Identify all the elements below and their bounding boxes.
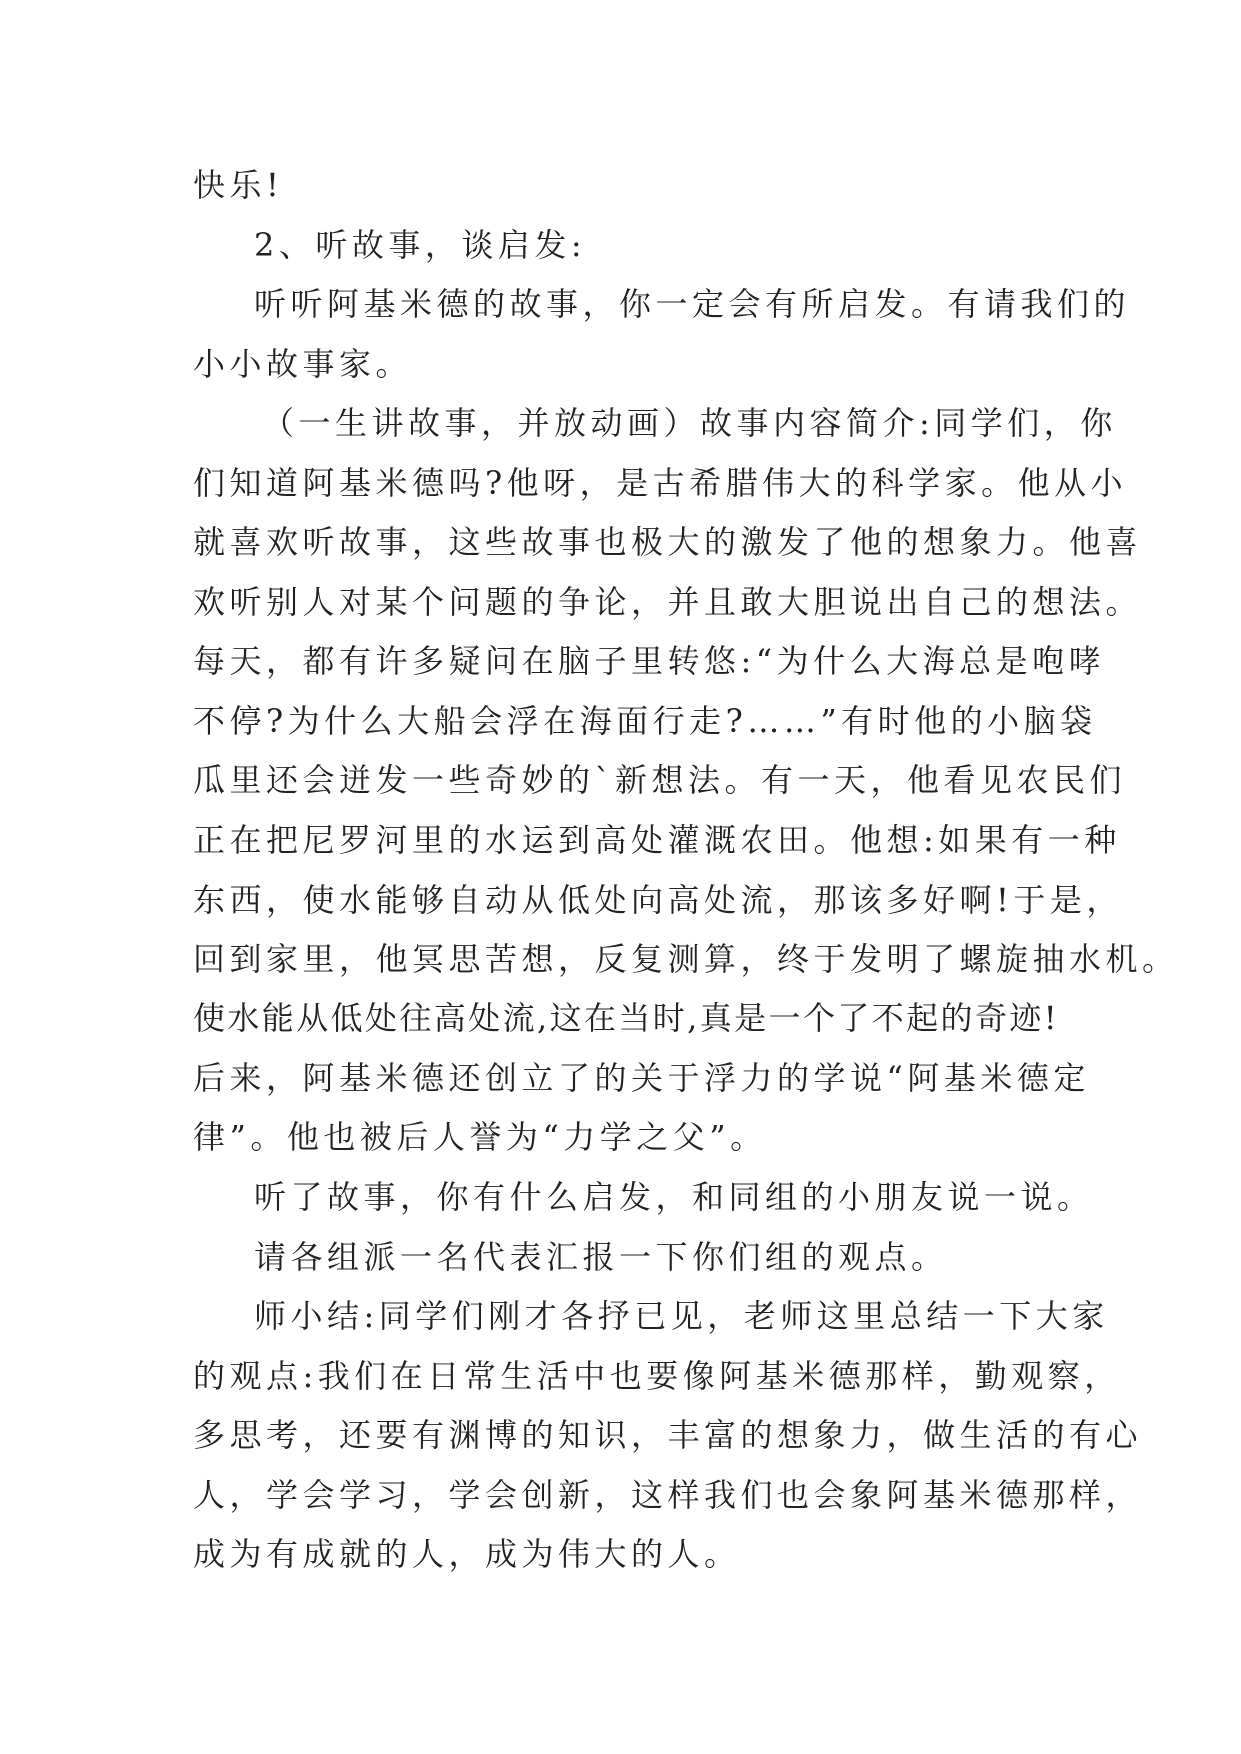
paragraph-line: 律”。他也被后人誉为“力学之父”。 <box>193 1118 767 1156</box>
paragraph-line: 人，学会学习，学会创新，这样我们也会象阿基米德那样， <box>193 1476 1143 1514</box>
section-heading: 2、听故事，谈启发: <box>254 226 587 264</box>
paragraph-line: 不停?为什么大船会浮在海面行走?……”有时他的小脑袋 <box>193 702 1097 740</box>
paragraph-line: 听听阿基米德的故事，你一定会有所启发。有请我们的 <box>254 285 1131 323</box>
paragraph-line: 回到家里，他冥思苦想，反复测算，终于发明了螺旋抽水机。 <box>193 940 1179 978</box>
paragraph-line: 欢听别人对某个问题的争论，并且敢大胆说出自己的想法。 <box>193 583 1143 621</box>
paragraph-line: 听了故事，你有什么启发，和同组的小朋友说一说。 <box>254 1178 1094 1216</box>
paragraph-line: 的观点:我们在日常生活中也要像阿基米德那样，勤观察， <box>193 1357 1121 1395</box>
paragraph-line: 们知道阿基米德吗?他呀，是古希腊伟大的科学家。他从小 <box>193 464 1128 502</box>
paragraph-line: 请各组派一名代表汇报一下你们组的观点。 <box>254 1238 948 1276</box>
paragraph-line: 就喜欢听故事，这些故事也极大的激发了他的想象力。他喜 <box>193 523 1143 561</box>
paragraph-line: 师小结:同学们刚才各抒已见，老师这里总结一下大家 <box>254 1297 1109 1335</box>
paragraph-line: 多思考，还要有渊博的知识，丰富的想象力，做生活的有心 <box>193 1416 1143 1454</box>
paragraph-line: （一生讲故事，并放动画）故事内容简介:同学们，你 <box>262 404 1117 442</box>
paragraph-line: 后来，阿基米德还创立了的关于浮力的学说“阿基米德定 <box>193 1059 1090 1097</box>
paragraph-line: 瓜里还会迸发一些奇妙的`新想法。有一天，他看见农民们 <box>193 761 1127 799</box>
paragraph-line: 使水能从低处往高处流,这在当时,真是一个了不起的奇迹! <box>193 999 1060 1037</box>
paragraph-line: 小小故事家。 <box>193 345 413 383</box>
paragraph-line: 东西，使水能够自动从低处向高处流，那该多好啊!于是， <box>193 881 1123 919</box>
paragraph-line: 每天，都有许多疑问在脑子里转悠:“为什么大海总是咆哮 <box>193 642 1106 680</box>
paragraph-line: 成为有成就的人，成为伟大的人。 <box>193 1535 741 1573</box>
text-line: 快乐! <box>193 166 284 204</box>
paragraph-line: 正在把尼罗河里的水运到高处灌溉农田。他想:如果有一种 <box>193 821 1121 859</box>
